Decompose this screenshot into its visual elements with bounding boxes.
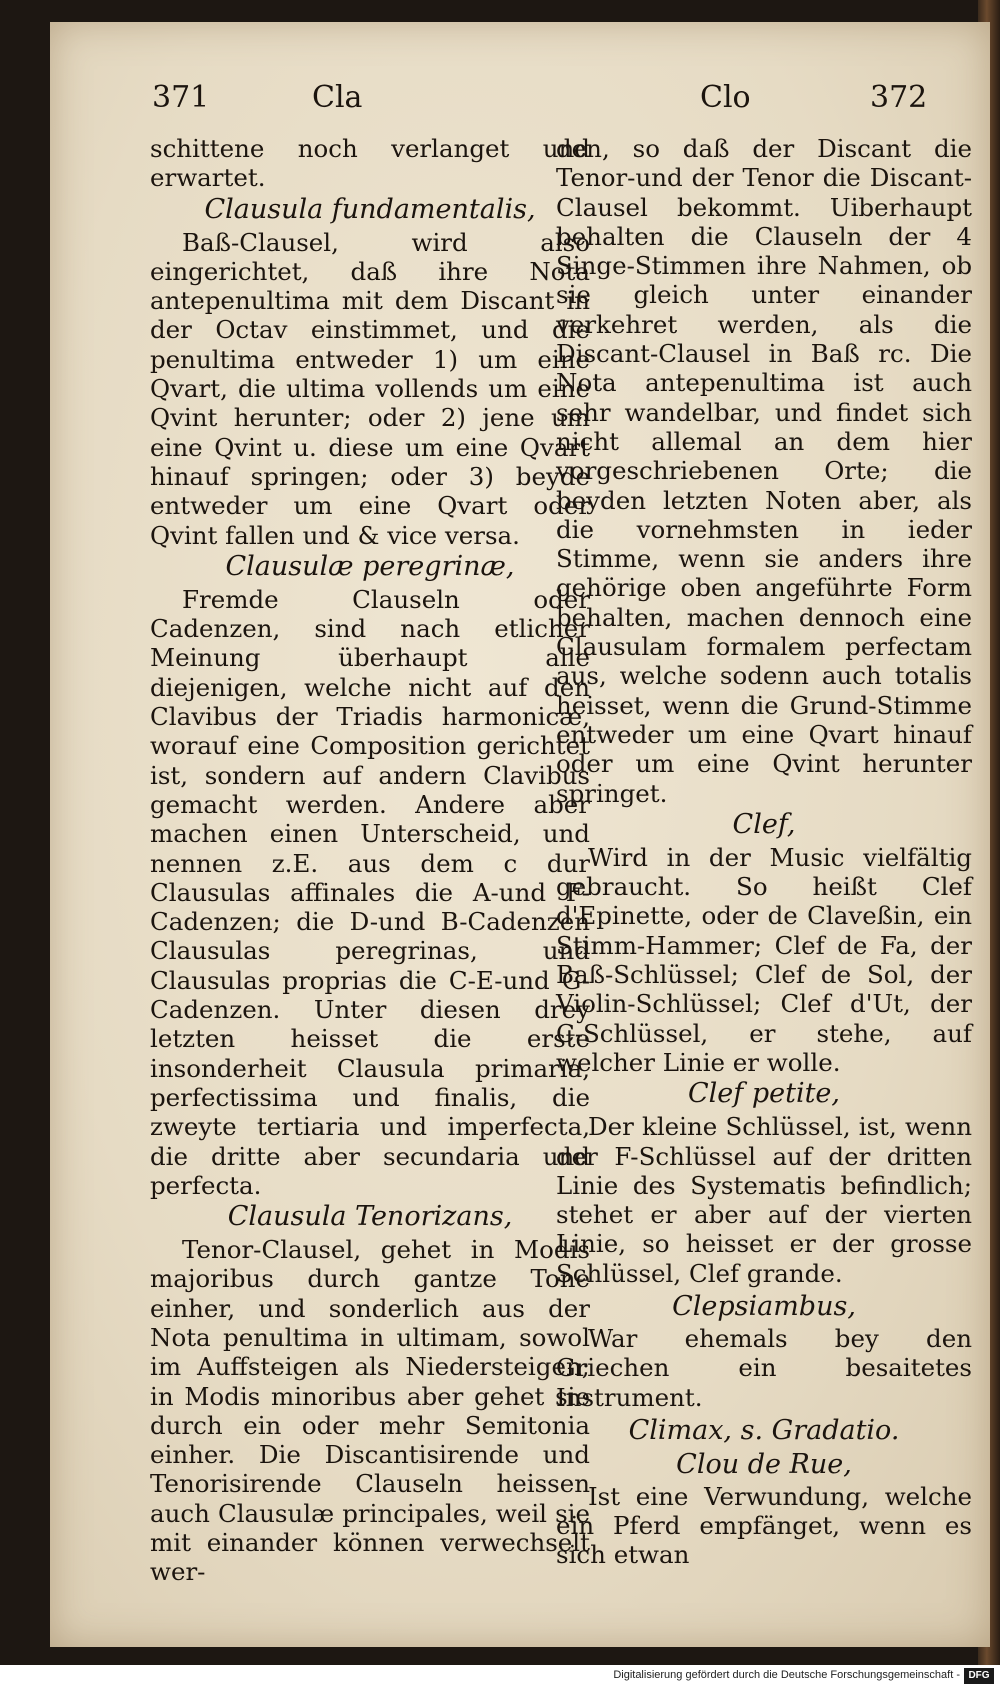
entry-heading: Clef petite,	[687, 1078, 840, 1110]
paragraph: Baß-Clausel, wird also eingerichtet, daß ihre Nota antepenultima mit dem Discant in der Octav einstimmet, und die penultima entweder 1) um eine Qvart, die ultima vollends um eine Qvint herunter; oder 2) jene um eine Qvint u. diese um eine Qvart hinauf springen; oder 3) beyde entweder um eine Qvart oder Qvint fallen und & vice versa.	[150, 227, 590, 550]
entry-heading: Clepsiambus,	[672, 1290, 856, 1322]
entry-heading: Clausula Tenorizans,	[227, 1201, 513, 1233]
entry-heading: Climax, s. Gradatio.	[628, 1414, 900, 1446]
book-page	[50, 22, 990, 1647]
entry-heading: Clausula fundamentalis,	[204, 193, 536, 225]
entry-heading: Clef,	[732, 808, 796, 840]
right-column	[556, 134, 972, 1570]
paragraph: Fremde Clauseln oder Cadenzen, sind nach etlicher Meinung überhaupt alle diejenigen, welche nicht auf den Clavibus der Triadis harmonicæ, worauf eine Composition gerichtet ist, sondern auf andern Clavibus gemacht werden. Andere aber machen einen Unterscheid, und nennen z.E. aus dem c dur Clausulas affinales die A-und F-Cadenzen; die D-und B-Cadenzen Clausulas peregrinas, und Clausulas proprias die C-E-und G-Cadenzen. Unter diesen drey letzten heisset die erste insonderheit Clausula primaria, perfectissima und finalis, die zweyte tertiaria und imperfecta, die dritte aber secundaria und perfecta.	[150, 584, 590, 1200]
paragraph: den, so daß der Discant die Tenor-und der Tenor die Discant-Clausel bekommt. Uiberhaupt behalten die Clauseln der 4 Singe-Stimmen ihre Nahmen, ob sie gleich unter einander verkehret werden, als die Discant-Clausel in Baß rc. Die Nota antepenultima ist auch sehr wandelbar, und findet sich nicht allemal an dem hier vorgeschriebenen Orte; die beyden letzten Noten aber, als die vornehmsten in ieder Stimme, wenn sie anders ihre gehörige oben angeführte Form behalten, machen dennoch eine Clausulam formalem perfectam aus, welche sodenn auch totalis heisset, wenn die Grund-Stimme entweder um eine Qvart hinauf oder um eine Qvint herunter springet.	[556, 134, 972, 808]
paragraph: schittene noch verlanget und erwartet.	[150, 134, 590, 193]
digitization-footer	[0, 1665, 1000, 1692]
left-column	[150, 134, 590, 1587]
paragraph: Der kleine Schlüssel, ist, wenn der F-Schlüssel auf der dritten Linie des Systematis befindlich; stehet er aber auf der vierten Linie, so heisset er der grosse Schlüssel, Clef grande.	[556, 1112, 972, 1288]
funding-credit: Digitalisierung gefördert durch die Deutsche Forschungsgemeinschaft -	[613, 1669, 960, 1681]
paragraph: Wird in der Music vielfältig gebraucht. So heißt Clef d'Epinette, oder de Claveßin, ein Stimm-Hammer; Clef de Fa, der Baß-Schlüssel; Clef de Sol, der Violin-Schlüssel; Clef d'Ut, der C-Schlüssel, er stehe, auf welcher Linie er wolle.	[556, 842, 972, 1077]
running-header	[50, 80, 990, 126]
left-catchword: Cla	[312, 80, 363, 115]
dfg-logo: DFG	[964, 1668, 994, 1684]
right-catchword: Clo	[700, 80, 751, 115]
entry-heading: Clausulæ peregrinæ,	[225, 550, 515, 582]
paragraph: War ehemals bey den Griechen ein besaitetes Instrument.	[556, 1323, 972, 1412]
entry-heading: Clou de Rue,	[676, 1448, 852, 1480]
left-page-number: 371	[152, 80, 210, 115]
paragraph: Ist eine Verwundung, welche ein Pferd empfänget, wenn es sich etwan	[556, 1481, 972, 1570]
paragraph: Tenor-Clausel, gehet in Modis majoribus durch gantze Tone einher, und sonderlich aus der Nota penultima in ultimam, sowol im Auffsteigen als Niedersteigen; in Modis minoribus aber gehet sie durch ein oder mehr Semitonia einher. Die Discantisirende und Tenorisirende Clauseln heissen auch Clausulæ principales, weil sie mit einander können verwechselt wer-	[150, 1235, 590, 1587]
right-page-number: 372	[870, 80, 928, 115]
